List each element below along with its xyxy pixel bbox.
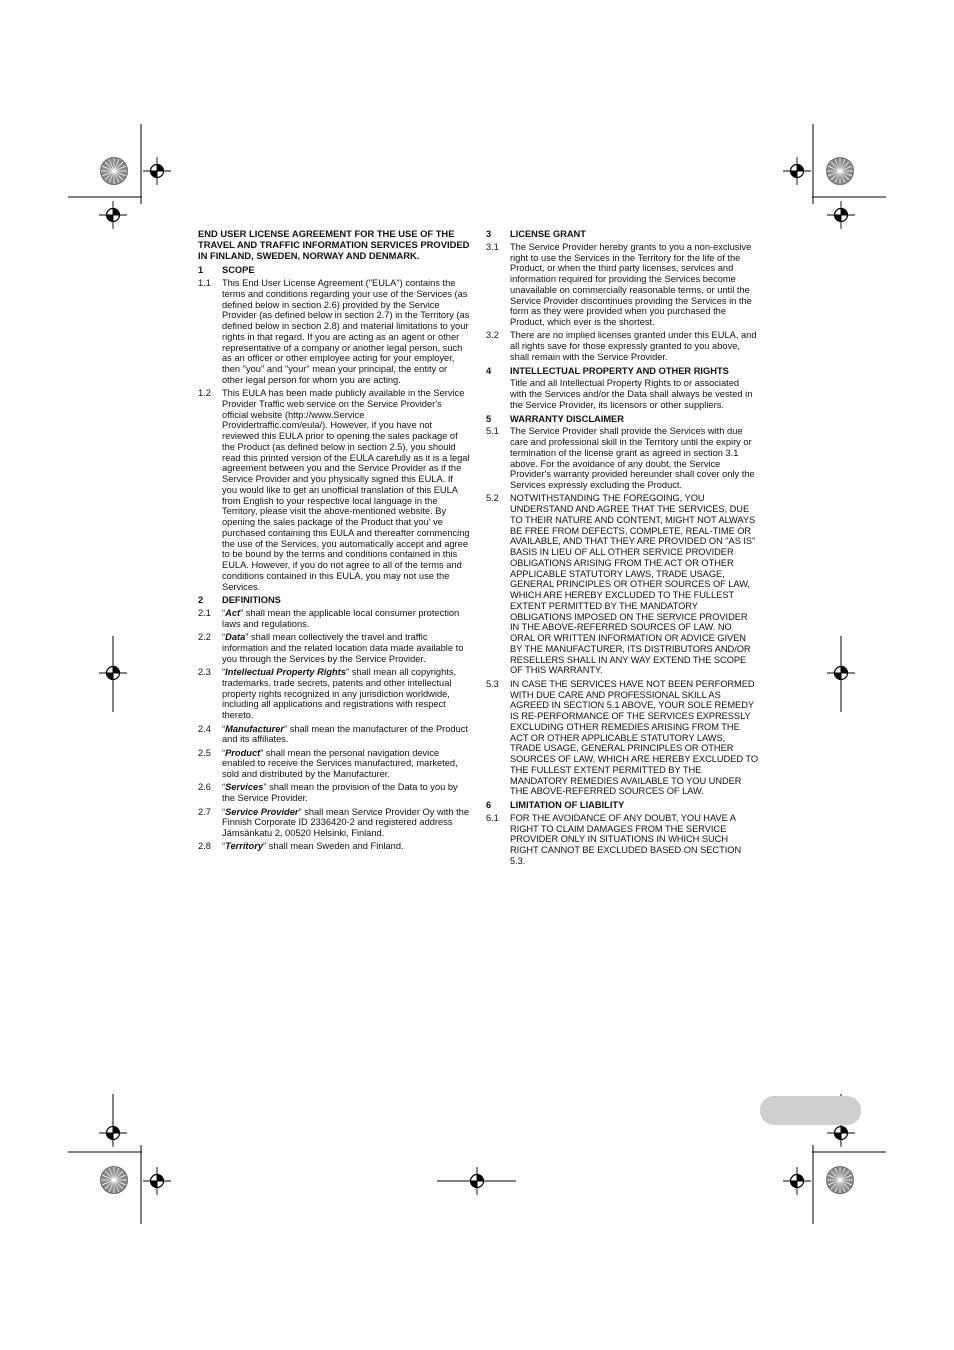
section-heading-warranty-disclaimer <box>486 414 758 425</box>
definition-body: shall mean collectively the travel and traffic information and the related location data made available to you through the Services by the Service Provider. <box>222 632 464 664</box>
open-quote: “ <box>222 806 226 817</box>
clause-number: 5.1 <box>486 426 499 437</box>
clause-text: IN CASE THE SERVICES HAVE NOT BEEN PERFORMED WITH DUE CARE AND PROFESSIONAL SKILL AS AGREED IN SECTION 5.1 ABOVE, YOUR SOLE REMEDY IS RE-PERFORMANCE OF THE SERVICES EXPRESSLY EXCLUDING OTHER REMEDIES ARISING FROM THE ACT OR OTHER APPLICABLE STATUTORY LAWS, TRADE USAGE, GENERAL PRINCIPLES OR OTHER SOURCES OF LAW, WHICH ARE HEREBY EXCLUDED TO THE FULLEST EXTENT PERMITTED BY THE MANDATORY REMEDIES AVAILABLE TO YOU UNDER THE ABOVE-REFERRED SOURCES OF LAW. <box>510 678 759 797</box>
definition-body: shall mean Sweden and Finland. <box>266 841 404 852</box>
definition <box>198 782 470 804</box>
definition <box>198 841 470 852</box>
definition <box>198 724 470 746</box>
section-heading-limitation-of-liability <box>486 800 758 811</box>
section-title: DEFINITIONS <box>222 595 281 606</box>
definition-body: shall mean all copyrights, trademarks, trade secrets, patents and other intellectual property rights recognized in any jurisdiction worldwide, including all applications and registrations with respect thereto. <box>222 667 457 721</box>
clause <box>198 388 470 592</box>
section-number: 6 <box>486 800 492 811</box>
clause-text: There are no implied licenses granted under this EULA, and all rights save for those expressly granted to you above, shall remain with the Service Provider. <box>510 330 757 362</box>
clause <box>486 242 758 328</box>
section-heading-license-grant <box>486 229 758 240</box>
section-number: 5 <box>486 413 492 424</box>
clause-number: 1.1 <box>198 278 211 289</box>
definition <box>198 748 470 780</box>
section-number: 1 <box>198 265 204 276</box>
section-heading-intellectual-property <box>486 366 758 377</box>
open-quote: “ <box>222 608 226 619</box>
definition-body: shall mean Service Provider Oy with the Finnish Corporate ID 2336420-2 and registered address Jämsänkatu 2, 00520 Helsinki, Finland. <box>222 806 470 839</box>
defined-term: Territory <box>225 841 263 852</box>
clause-number: 1.2 <box>198 388 211 399</box>
close-quote: ” <box>298 806 302 817</box>
clause-number: 3.1 <box>486 241 499 252</box>
clause-number: 5.3 <box>486 678 499 689</box>
open-quote: “ <box>222 747 226 758</box>
clause-text: This EULA has been made publicly available in the Service Provider Traffic web service on the Service Provider's official website (http://www.Service Providertraffic.com/eula/). However, if you have not reviewed this EULA prior to opening the sales package of the Product (as defined below in section 2.5), you should read this printed version of the EULA carefully as it is a legal agreement between you and the Service Provider as if the Service Provider and you physically signed this EULA. If you would like to get an unofficial translation of this EULA from English to your respective local language in the Territory, please visit the above-mentioned website. By opening the sales package of the Product that you' ve purchased containing this EULA and thereafter commencing the use of the Services, you automatically accept and agree to be bound by the terms and conditions contained in this EULA. However, if you do not agree to all of the terms and conditions contained in this EULA, you may not use the Services. <box>222 388 470 592</box>
definition-text <box>222 841 470 852</box>
clause-text: This End User License Agreement ("EULA") contains the terms and conditions regarding your use of the Services (as defined below in section 2.6) provided by the Service Provider (as defined below in section 2.7) in the Territory (as defined below in section 2.8) and material limitations to your rights in that regard. If you are acting as an agent or other representative of a company or another legal person, such as an officer or other employee acting for your employer, then "you" and "your" mean your principal, the entity or other legal person for whom you are acting. <box>222 278 470 385</box>
clause-number: 2.3 <box>198 667 211 678</box>
close-quote: ” <box>346 667 350 678</box>
definition-text <box>222 748 470 780</box>
clause <box>486 813 758 867</box>
clause-text: The Service Provider shall provide the Services with due care and professional skill in the Territory until the expiry or termination of the license grant as agreed in section 3.1 above. For the avoidance of any doubt, the Service Provider's warranty provided hereunder shall cover only the Services expressly excluding the Product. <box>510 426 755 491</box>
clause <box>486 493 758 676</box>
page-number-tab <box>760 1096 861 1125</box>
clause-number: 6.1 <box>486 812 499 823</box>
left-column <box>198 229 470 855</box>
section-title: SCOPE <box>222 265 255 276</box>
close-quote: ” <box>240 608 244 619</box>
defined-term: Product <box>225 747 261 758</box>
section-heading-scope <box>198 265 470 276</box>
open-quote: “ <box>222 667 226 678</box>
section-number: 3 <box>486 229 492 239</box>
definition-text <box>222 807 470 839</box>
section-title: LICENSE GRANT <box>510 229 586 239</box>
open-quote: “ <box>222 841 226 852</box>
open-quote: “ <box>222 723 226 734</box>
definition-text <box>222 667 470 721</box>
definition-body: shall mean the applicable local consumer protection laws and regulations. <box>222 608 460 629</box>
close-quote: ” <box>245 632 249 643</box>
clause-number: 2.4 <box>198 723 211 734</box>
clause <box>486 330 758 362</box>
clause-number: 3.2 <box>486 330 499 341</box>
defined-term: Services <box>225 782 264 793</box>
close-quote: ” <box>263 782 267 793</box>
definition <box>198 807 470 839</box>
defined-term: Manufacturer <box>225 723 285 734</box>
definition <box>198 608 470 630</box>
clause-number: 2.2 <box>198 632 211 643</box>
section-number: 2 <box>198 595 204 606</box>
close-quote: ” <box>284 723 288 734</box>
clause <box>486 679 758 797</box>
section-heading-definitions <box>198 595 470 606</box>
close-quote: ” <box>260 747 264 758</box>
right-column <box>486 229 758 869</box>
definition-body: shall mean the provision of the Data to you by the Service Provider. <box>222 782 458 804</box>
defined-term: Intellectual Property Rights <box>225 667 346 678</box>
document-title: END USER LICENSE AGREEMENT FOR THE USE OF THE TRAVEL AND TRAFFIC INFORMATION SERVICES PROVIDED IN FINLAND, SWEDEN, NORWAY AND DENMARK. <box>198 228 470 261</box>
clause-number: 2.1 <box>198 608 211 619</box>
close-quote: ” <box>263 841 267 852</box>
definition-text <box>222 724 470 746</box>
clause-number: 2.5 <box>198 747 211 758</box>
clause-number: 2.7 <box>198 806 211 817</box>
definition-text <box>222 632 470 664</box>
defined-term: Data <box>225 632 246 643</box>
definition <box>198 667 470 721</box>
defined-term: Service Provider <box>225 806 299 817</box>
section-title: WARRANTY DISCLAIMER <box>510 413 624 424</box>
section-title: LIMITATION OF LIABILITY <box>510 800 625 811</box>
clause <box>198 278 470 386</box>
definition <box>198 632 470 664</box>
clause-number: 2.6 <box>198 782 211 793</box>
clause-number: 5.2 <box>486 493 499 504</box>
defined-term: Act <box>225 608 241 619</box>
clause-number: 2.8 <box>198 841 211 852</box>
clause-text: NOTWITHSTANDING THE FOREGOING, YOU UNDERSTAND AND AGREE THAT THE SERVICES, DUE TO THEIR NATURE AND CONTENT, MIGHT NOT ALWAYS BE FREE FROM DEFECTS, COMPLETE, REAL-TIME OR AVAILABLE, AND THAT THEY ARE PROVIDED ON "AS IS" BASIS IN LIEU OF ALL OTHER SERVICE PROVIDER OBLIGATIONS ARISING FROM THE ACT OR OTHER APPLICABLE STATUTORY LAWS, TRADE USAGE, GENERAL PRINCIPLES OR OTHER SOURCES OF LAW, WHICH ARE HEREBY EXCLUDED TO THE FULLEST EXTENT PERMITTED BY THE MANDATORY OBLIGATIONS IMPOSED ON THE SERVICE PROVIDER IN THE ABOVE-REFERRED SOURCES OF LAW. NO ORAL OR WRITTEN INFORMATION OR ADVICE GIVEN BY THE MANUFACTURER, ITS DISTRIBUTORS AND/OR RESELLERS SHALL IN ANY WAY EXTEND THE SCOPE OF THIS WARRANTY. <box>510 493 756 676</box>
open-quote: “ <box>222 782 226 793</box>
definition-text <box>222 608 470 630</box>
clause-text: FOR THE AVOIDANCE OF ANY DOUBT, YOU HAVE A RIGHT TO CLAIM DAMAGES FROM THE SERVICE PROVIDER ONLY IN SITUATIONS IN WHICH SUCH RIGHT CANNOT BE EXCLUDED BASED ON SECTION 5.3. <box>510 812 742 866</box>
clause <box>486 426 758 491</box>
clause-text: The Service Provider hereby grants to you a non-exclusive right to use the Services in the Territory for the life of the Product, or when the third party licenses, services and information required for providing the Services become unavailable on commercially reasonable terms, or until the Service Provider discontinues providing the Services in the form as they were provided when you purchased the Product, which ever is the shortest. <box>510 241 752 327</box>
section-title: INTELLECTUAL PROPERTY AND OTHER RIGHTS <box>510 365 729 376</box>
definition-body: shall mean the manufacturer of the Product and its affiliates. <box>222 723 468 745</box>
open-quote: “ <box>222 632 226 643</box>
section-number: 4 <box>486 365 492 376</box>
definition-text <box>222 782 470 804</box>
clause-text: Title and all Intellectual Property Rights to or associated with the Services and/or the Data shall always be vested in the Service Provider, its licensors or other suppliers. <box>510 378 753 410</box>
definition-body: shall mean the personal navigation device enabled to receive the Services manufactured, marketed, sold and distributed by the Manufacturer. <box>222 747 458 780</box>
